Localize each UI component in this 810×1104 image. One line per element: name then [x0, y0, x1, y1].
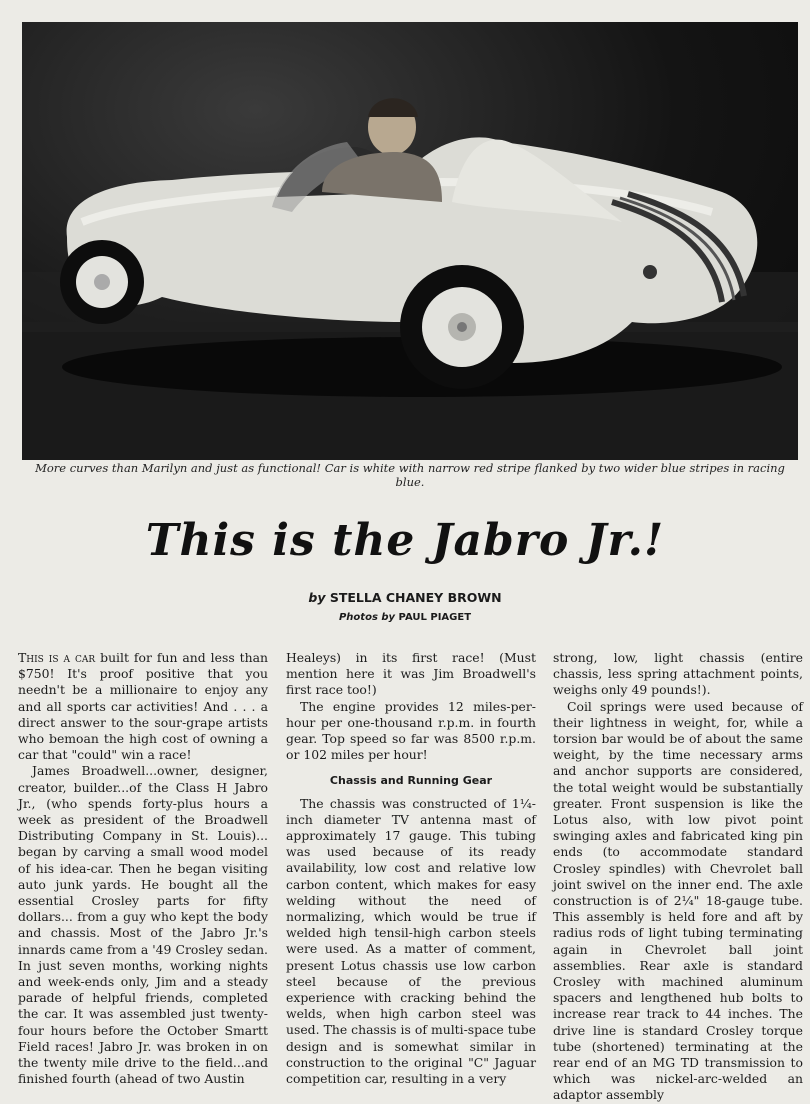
paragraph-text: built for fun and less than $750! It's proof positive that you needn't be a millionaire to enjoy any and all sports car activities! And . . . a direct answer to the sour-grape artists who bemoan the high cost of owning a car that "could" win a race!: [18, 650, 268, 763]
paragraph: James Broadwell...owner, designer, creator, builder...of the Class H Jabro Jr., (who spends forty-plus hours a week as president of the Broadwell Distributing Company in St. Louis)... began by carving a small wood model of his idea-car. Then he began visiting auto junk yards. He bought all the essential Crosley parts for fifty dollars... from a guy who kept the body and chassis. Most of the Jabro Jr.'s innards came from a '49 Crosley sedan. In just seven months, working nights and week-ends only, Jim and a steady parade of helpful friends, completed the car. It was assembled just twenty-four hours before the October Smartt Field races! Jabro Jr. was broken in on the twenty mile drive to the field...and finished fourth (ahead of two Austin: [18, 763, 268, 1087]
byline-author: STELLA CHANEY BROWN: [329, 590, 502, 605]
article-column-1: [18, 650, 268, 1087]
paragraph: Healeys) in its first race! (Must mention here it was Jim Broadwell's first race too!): [286, 650, 536, 698]
paragraph: The engine provides 12 miles-per-hour per one-thousand r.p.m. in fourth gear. Top speed so far was 8500 r.p.m. or 102 miles per hour!: [286, 698, 536, 763]
paragraph: [18, 650, 268, 763]
article-column-3: [553, 650, 803, 1104]
photo-caption: More curves than Marilyn and just as functional! Car is white with narrow red stripe flanked by two wider blue stripes in racing blue.: [35, 461, 785, 489]
car-illustration: [22, 22, 798, 460]
paragraph: strong, low, light chassis (entire chassis, less spring attachment points, weighs only 49 pounds!).: [553, 650, 803, 698]
article-column-2: [286, 650, 536, 1087]
paragraph: The chassis was constructed of 1¼-inch diameter TV antenna mast of approximately 17 gauge. This tubing was used because of its ready availability, low cost and relative low carbon content, which makes for easy welding without the need of normalizing, which would be true if welded high tensil-high carbon steels were used. As a matter of comment, present Lotus chassis use low carbon steel because of the previous experience with cracking behind the welds, when high carbon steel was used. The chassis is of multi-space tube design and is somewhat similar in construction to the original "C" Jaguar competition car, resulting in a very: [286, 795, 536, 1087]
car-photo: [22, 22, 798, 460]
photo-credit-prefix: Photos by: [338, 612, 396, 623]
byline-prefix: by: [308, 590, 326, 605]
photo-credit-name: PAUL PIAGET: [398, 612, 472, 623]
paragraph: Coil springs were used because of their lightness in weight, for, while a torsion bar would be of about the same weight, by the time necessary arms and anchor supports are considered, the total weight would be substantially greater. Front suspension is like the Lotus also, with low pivot point swinging axles and fabricated king pin ends (to accommodate standard Crosley spindles) with Chevrolet ball joint swivel on the inner end. The axle construction is of 2¼" 18-gauge tube. This assembly is held fore and aft by radius rods of light tubing terminating again in Chevrolet ball joint assemblies. Rear axle is standard Crosley with machined aluminum spacers and lengthened hub bolts to increase rear track to 44 inches. The drive line is standard Crosley torque tube (shortened) terminating at the rear end of an MG TD transmission to which was nickel-arc-welded an adaptor assembly: [553, 698, 803, 1103]
lead-in: This is a car: [18, 650, 96, 665]
section-subhead: Chassis and Running Gear: [329, 774, 493, 788]
byline: [0, 590, 810, 605]
article-headline: This is the Jabro Jr.!: [145, 515, 665, 566]
photo-credit: [0, 612, 810, 623]
